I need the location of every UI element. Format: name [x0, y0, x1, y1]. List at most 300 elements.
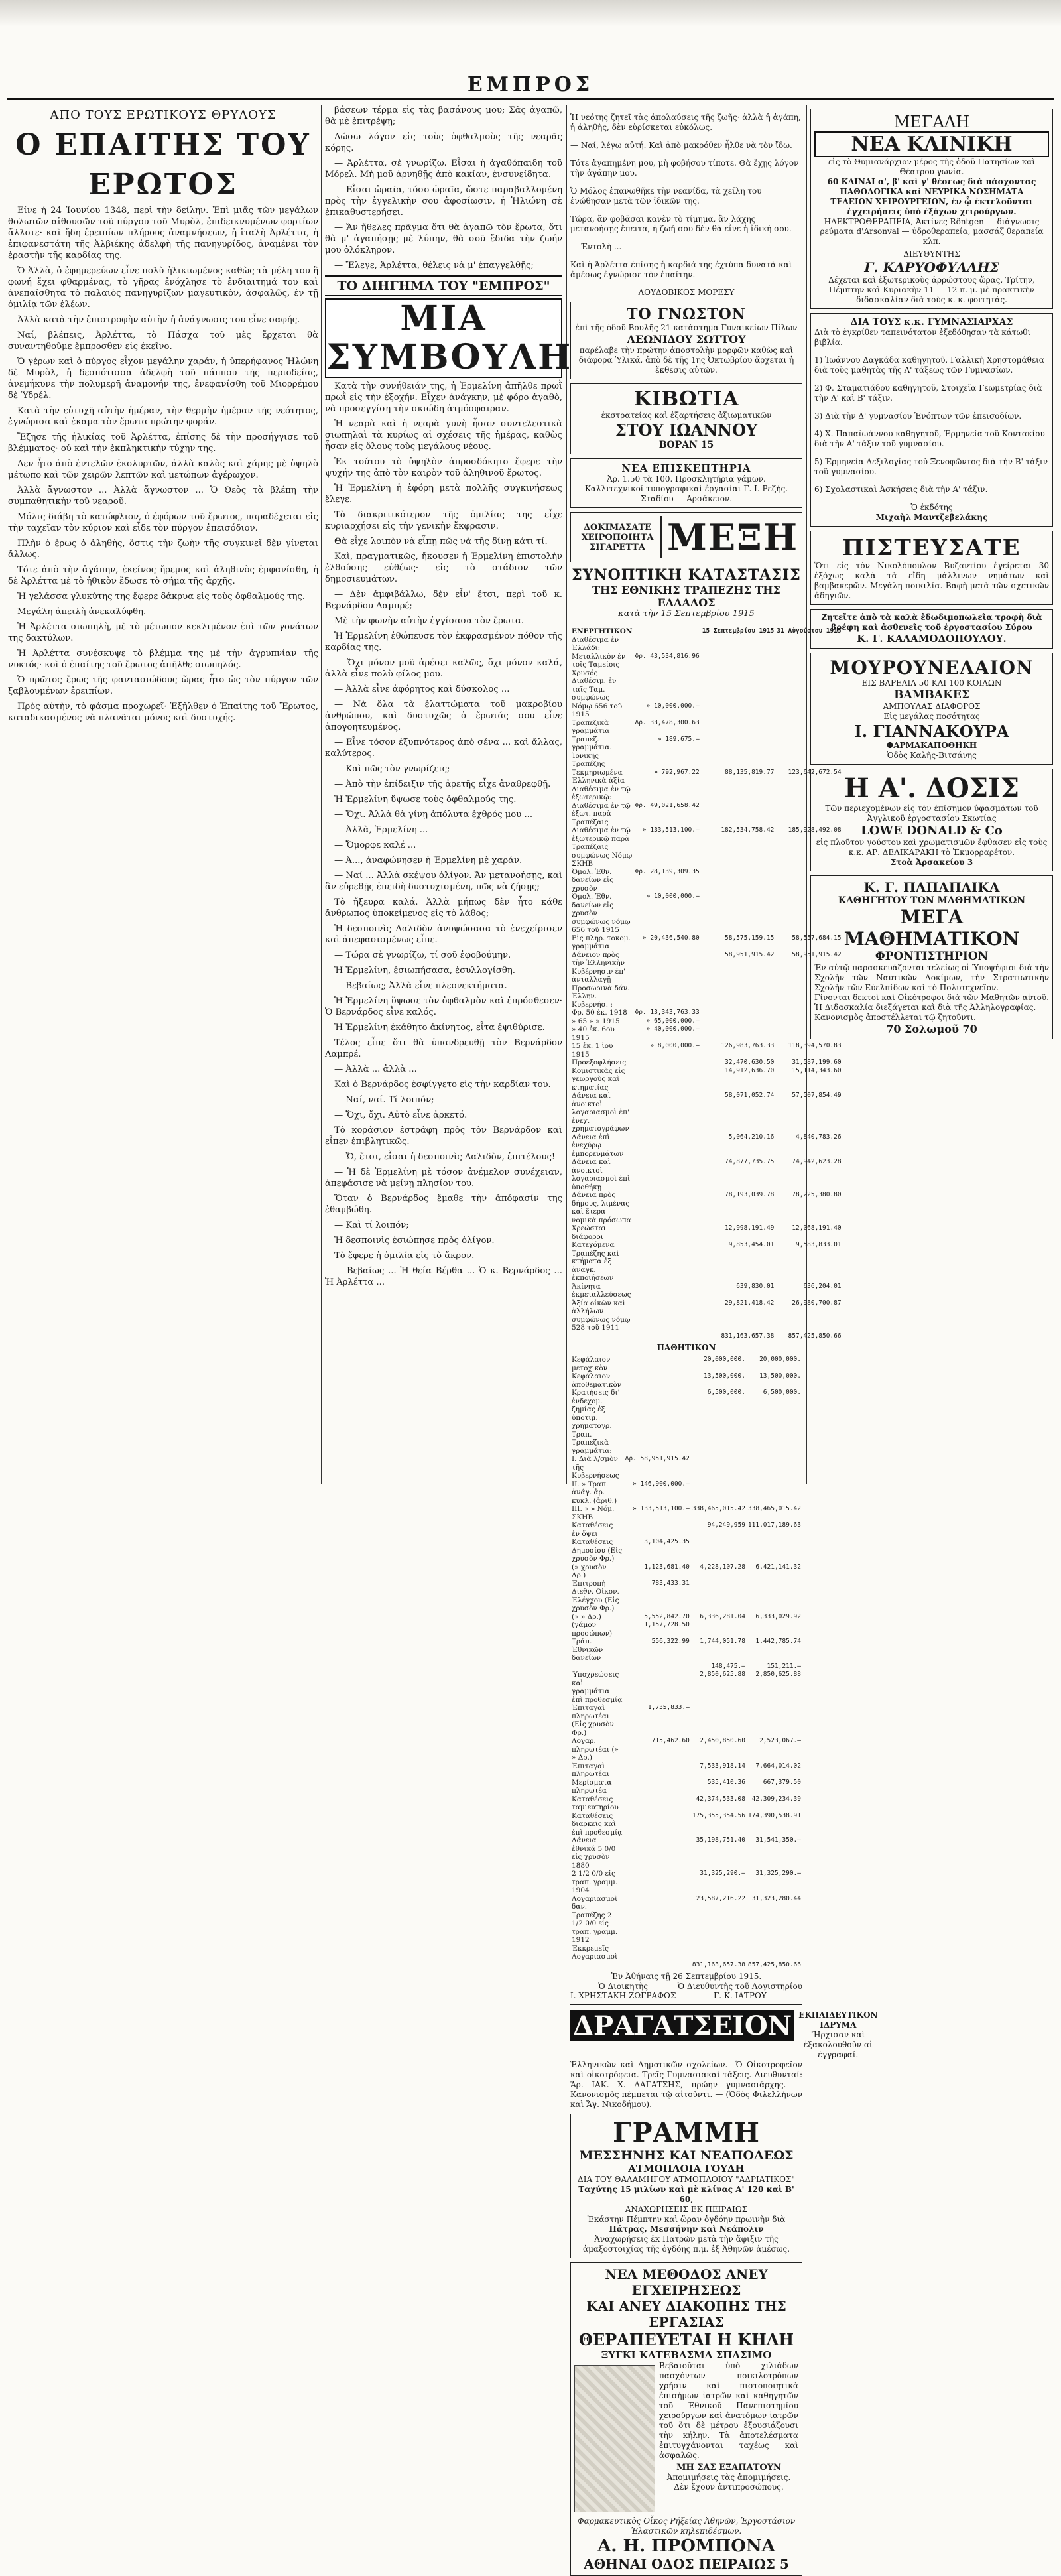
ledger-row: [570, 1224, 843, 1241]
ledger-row: [570, 1961, 802, 1970]
ledger-label: Κεφάλαιον ἀποθεματικὸν: [572, 1372, 622, 1389]
paragraph: — Ὅχι. Ἀλλὰ θὰ γίνῃ ἀπόλυτα ἐχθρός μου ...: [334, 810, 533, 820]
ad-title: ΤΟ ΓΝΩΣΤΟΝ: [627, 306, 746, 323]
ledger-value: [747, 1439, 802, 1455]
paragraph: — Βεβαίως; Ἀλλὰ εἶνε πλεονεκτήματα.: [334, 981, 507, 991]
paragraph: Δεν ἦτο ἀπὸ ἐντελῶν ἐκολυρτῶν, ἀλλὰ καλὸς καὶ χάρης μὲ ὑψηλὸ μέτωπο καὶ τῶν χειρῶν λεπτῶν καὶ μετώπων ἀγέρωχον.: [8, 459, 318, 480]
ledger-label: Δάνεια καὶ ἀνοικτοὶ λογαριασμοὶ ἐπ' ἐνεχ. χρηματογράφων: [572, 1092, 629, 1133]
ledger-value: 182,534,758.42: [721, 826, 775, 834]
ad-line: Ἀναχωρήσεις ἐκ Πατρῶν μετὰ τὴν ἄφιξιν τῆς ἀμαξοστοιχίας τῆς ὀγδόης π.μ. ἐξ Ἀθηνῶν ἀμέσως.: [582, 2234, 790, 2254]
paragraph: Ἡ Ἑρμελίνη, ἐσιωπήσασα, ἐσυλλογίσθη.: [334, 966, 515, 976]
ledger-value: [701, 702, 776, 719]
ledger-value: 338,465,015.42: [692, 1505, 745, 1512]
ledger-label: » 65 » » 1915: [572, 1017, 620, 1025]
ad-clinic: [810, 109, 1053, 309]
ad-line: Ὁ ἐκδότης: [910, 503, 953, 512]
ledger-value: 6,421,141.32: [755, 1563, 801, 1571]
ledger-label: ΙΙ. » Τραπ. ἀνάγ. ἀρ. κυκλ. (ἀριθ.): [572, 1480, 617, 1505]
ledger-value: » 133,513,100.—: [642, 826, 700, 834]
ad-line: Φαρμακευτικὸς Οἶκος Ρήξείας Ἀθηνῶν, Ἐργοστάσιον Ἐλαστικῶν κηλεπιδέσμων.: [577, 2516, 796, 2536]
ledger-value: 31,587,199.60: [792, 1059, 842, 1066]
paragraph: — Ναί, ναί. Τί λοιπόν;: [334, 1095, 434, 1105]
ledger-row: [570, 1025, 843, 1042]
ledger-value: [633, 1067, 700, 1092]
ledger-value: 831,163,657.38: [692, 1961, 745, 1968]
ledger-label: Μεταλλικὸν ἐν τοῖς Ταμείοις: [572, 652, 626, 669]
ledger-value: 1,744,051.78: [700, 1638, 745, 1645]
ad-body: Ἐν αὐτῷ παρασκευάζονται τελείως οἱ Ὑποψήφιοι διὰ τὴν Σχολὴν τῶν Ναυτικῶν Δοκίμων, τὴν Στρατιωτικὴν Σχολὴν τῶν Εὐελπίδων καὶ τὸ Πολυτεχνεῖον.: [814, 963, 1049, 992]
ledger-label: Τεκμηριωμένα Ἑλληνικὰ ἀξία: [572, 768, 625, 785]
ledger-value: [747, 1480, 802, 1506]
ledger-value: [633, 669, 700, 702]
signature-right: [678, 1982, 802, 2000]
list-item: 5) Ἑρμηνεία Λεξιλογίας τοῦ Ξενοφῶντος διὰ τὴν Β' τάξιν τοῦ γυμνασίου.: [814, 457, 1048, 476]
ad-body: Βεβαιοῦται ὑπὸ χιλιάδων πασχόντων ποικιλοτρόπων χρήσιν καὶ πιστοποιητικὰ ἐπισήμων ἰατρῶν καὶ καθηγητῶν τοῦ Ἐθνικοῦ Πανεπιστημίου χειρούργων καὶ ἀνατόμων ἰατρῶν τοῦ ὅτι δὲ μέτρου ἐξουσιάζουσι τὴν κήλην. Τὰ ἀποτελέσματα ἐπιτυγχάνονται ταχέως καὶ ἀσφαλῶς.: [659, 2361, 798, 2460]
ledger-row: [570, 1836, 802, 1870]
ad-gym: [810, 313, 1053, 527]
ledger-value: [633, 1332, 700, 1341]
ledger-value: [633, 636, 700, 653]
liabilities-table: [570, 1356, 802, 1969]
ledger-value: [701, 669, 776, 702]
paragraph: Καὶ, πραγματικῶς, ἤκουσεν ἡ Ἑρμελίνη ἐπιστολὴν ἐλθούσης εὐθέως· εἰς τὸ στάδιον τῶν δημοσιευμάτων.: [325, 552, 562, 584]
list-item: 6) Σχολαστικαὶ Ἀσκήσεις διὰ τὴν Α' τάξιν.: [814, 485, 988, 494]
column-rule: [566, 105, 567, 1484]
ledger-row: [570, 1059, 843, 1067]
paragraph: — Ἀλλὰ εἶνε ἀφόρητος καὶ δύσκολος ...: [334, 684, 510, 694]
paragraph: Κατὰ τὴν συνήθειάν της, ἡ Ἑρμελίνη ἀπῆλθε πρωῒ πρωῒ εἰς τὴν ἐξοχήν. Εἶχεν ἀνάγκην, μὲ φόρο ἀγαθὸ, νὰ προσεγγίσῃ τὴν σκιώδη ἀτμόσφαιραν.: [325, 381, 562, 414]
ad-kili-text: [659, 2361, 798, 2516]
ledger-value: [624, 1439, 691, 1455]
ledger-value: » 10,000,000.—: [646, 702, 700, 710]
ledger-value: 57,507,854.49: [792, 1092, 842, 1099]
ad-line: Ἀρ. 1.50 τὰ 100. Προσκλητήρια γάμων.: [607, 474, 766, 483]
ledger-value: [747, 1621, 802, 1638]
ledger-label: Διαθέσιμα ἐν τῷ ἐξωτερικῷ:: [572, 785, 631, 801]
ledger-row: [570, 1870, 802, 1895]
bank-report: [570, 566, 842, 2000]
paragraph: βάσεων τέρμα εἰς τὰς βασάνους μου; Σᾶς ἀγαπῶ, θὰ μὲ ἐπιτρέψῃ;: [325, 105, 562, 127]
ledger-value: Φρ. 28,139,309.35: [635, 868, 700, 875]
report-title: ΣΥΝΟΠΤΙΚΗ ΚΑΤΑΣΤΑΣΙΣ: [572, 566, 801, 584]
ledger-value: [624, 1762, 691, 1779]
ledger-label: Δάνεια καὶ ἀνοικτοὶ λογαριασμοὶ ἐπὶ ὑποθήκῃ: [572, 1158, 631, 1191]
ledger-value: 58,951,915.42: [792, 950, 842, 958]
ledger-value: [633, 1224, 700, 1241]
ledger-value: 23,587,216.22: [696, 1894, 745, 1902]
ledger-value: [691, 1945, 747, 1961]
ledger-value: 126,983,763.33: [721, 1042, 775, 1049]
ledger-value: [747, 1580, 802, 1613]
ledger-value: [701, 736, 776, 769]
ledger-value: [701, 868, 776, 893]
ledger-row: [570, 1042, 843, 1059]
paragraph: Τότε ἀγαπημένη μου, μὴ φοβήσου τίποτε. Θὰ ἔχῃς λόγον τὴν ἀγάπην μου.: [570, 159, 799, 178]
list-item: 4) Χ. Παπαϊωάννου καθηγητοῦ, Ἑρμηνεία τοῦ Κοντακίου διὰ τὴν Α' τάξιν τοῦ γυμνασίου.: [814, 429, 1045, 448]
ledger-value: 31,325,290.—: [700, 1870, 745, 1877]
ledger-label: Κρατήσεις δι' ἐνδεχομ. ζημίας ἐξ ὑποτιμ. χρηματογρ. Τραπ.: [572, 1389, 620, 1439]
ledger-label: Τράπ. Ἐθνικῶν δανείων: [572, 1638, 603, 1662]
paragraph: — Ὅχι, ὄχι. Αὐτὸ εἶνε ἀρκετό.: [334, 1110, 468, 1120]
ledger-label: Καταθέσεις Δημοσίου (Εἰς χρυσὸν Φρ.): [572, 1538, 623, 1563]
ledger-value: [747, 1945, 802, 1961]
ad-papapaika: [810, 875, 1053, 1039]
ledger-row: [570, 1092, 843, 1133]
ledger-value: 12,068,191.40: [792, 1224, 842, 1232]
paragraph: — Δὲν ἀμφιβάλλω, δὲν εἶν' ἔτσι, περὶ τοῦ κ. Βερνάρδου Δαμπρέ;: [325, 590, 562, 611]
ledger-label: ΙΙΙ. » » Νόμ. ΣΚΗΒ: [572, 1505, 615, 1521]
ad-line: ΘΕΡΑΠΕΥΕΤΑΙ Η ΚΗΛΗ: [578, 2330, 794, 2349]
ledger-value: » 792,967.22: [654, 768, 700, 776]
ledger-row: [570, 1895, 802, 1945]
ad-line: Ταχύτης 15 μιλίων καὶ μὲ κλίνας Α' 120 καὶ Β' 60,: [578, 2185, 794, 2204]
ledger-row: [570, 653, 843, 669]
ledger-value: [624, 1895, 691, 1945]
ledger-value: 2,850,625.88: [755, 1671, 801, 1678]
ledger-value: [624, 1795, 691, 1812]
ledger-value: 29,821,418.42: [725, 1299, 775, 1307]
ledger-value: 639,830.01: [736, 1282, 775, 1290]
paragraph: Ἡ Ἑρμελίνη ἡ ἐφόρη μετὰ πολλῆς συγκινήσεως ἔλεγε.: [325, 483, 562, 505]
ad-title: ΜΟΥΡΟΥΝΕΛΑΙΟΝ: [830, 657, 1034, 678]
ad-mourounelaion: [810, 653, 1053, 765]
ad-line: ΛΕΩΝΙΔΟΥ ΣΩΤΤΟΥ: [627, 333, 746, 346]
column-3: [570, 105, 878, 2572]
paragraph: — Καὶ τί λοιπόν;: [334, 1220, 409, 1230]
ad-line: ΧΕΙΡΟΠΟΙΗΤΑ: [581, 532, 654, 543]
ledger-value: » 65,000,000.—: [646, 1017, 700, 1025]
ledger-row: [570, 1580, 802, 1613]
ledger-col-head: [633, 627, 700, 636]
paragraph: Ὁ Μόλος ἐπανωθῆκε τὴν νεανίδα, τὰ χείλη του ἐνώθησαν μετὰ τῶν ἰδικῶν της.: [570, 186, 762, 206]
ledger-label: Ἀκίνητα ἐκμεταλλεύσεως: [572, 1282, 631, 1299]
ledger-row: [570, 1455, 802, 1480]
ledger-row: [570, 736, 843, 769]
paragraph: — Ἀλλὰ ... ἀλλὰ ...: [334, 1064, 417, 1074]
ledger-value: 88,135,819.77: [725, 768, 775, 776]
ad-line: Ἤρχισαν καὶ ἐξακολουθοῦν αἱ ἐγγραφαί.: [804, 2030, 873, 2059]
ledger-value: 5,552,842.70: [644, 1612, 690, 1620]
ledger-value: 783,433.31: [651, 1579, 690, 1587]
ledger-value: 58,951,915.42: [725, 950, 775, 958]
article-title: Ο ΕΠΑΙΤΗΣ ΤΟΥ ΕΡΩΤΟΣ: [15, 128, 311, 202]
ledger-label: (» » Δρ.): [572, 1612, 601, 1621]
paragraph: Ἡ νεότης ζητεῖ τὰς ἀπολαύσεις τῆς ζωῆς· ἀλλὰ ἡ ἀγάπη, ἡ ἀληθὴς, δὲν εὑρίσκεται εὐκόλως.: [570, 113, 801, 132]
ledger-label: Εἰς πληρ. τοκομ. γραμμάτια: [572, 934, 631, 950]
masthead-rule: [7, 98, 1054, 100]
list-item: 2) Φ. Σταματιάδου καθηγητοῦ, Στοιχεῖα Γεωμετρίας διὰ τὴν Α' καὶ Β' τάξιν.: [814, 383, 1042, 403]
ledger-label: Χρυσός Διαθέσιμ. ἐν ταῖς Ταμ. συμφώνως: [572, 669, 617, 702]
ad-brand: ΔΡΑΓΑΤΣΕΙΟΝ: [570, 2010, 794, 2041]
paragraph: Ὁ Ἀλλὰ, ὁ ἐφημερεύων εἶνε πολὺ ἡλικιωμένος καθὼς τὰ μέλη του ἢ φωνή ἔχει φθαρμένας, τὸ γῆρας ἐνόχλησε τὸ ἐνδιαιτημά του καὶ ἀνεπαίσθητα τὸ παλαιὸς πανηγυρίζων μαγευτικὸν, ἀσφαλῶς, ἐν τῇ ὁμιλίᾳ τῶν ἐλέων.: [8, 266, 318, 310]
ledger-row: [570, 1812, 802, 1837]
ad-dosis: [810, 769, 1053, 871]
paragraph: Ἔζησε τῆς ἡλικίας τοῦ Ἀρλέττα, ἐπίσης δὲ τὴν προσήγγισε τοῦ βλέμματος· οὐ καὶ τὴν ἐκπληκτικὴν τύχην της.: [8, 432, 318, 454]
ad-addr: Ὁδὸς Καλῆς-Βιτσάνης: [887, 751, 977, 760]
ledger-value: 58,557,684.15: [792, 934, 842, 942]
ad-line: Ἑκάστην Πέμπτην καὶ ὥραν ὀγδόην πρωινὴν διὰ: [587, 2215, 786, 2224]
ad-line: Καλλιτεχνικοί τυπογραφικαὶ ἐργασίαι Γ. Ι. Ρεζής. Σταδίου — Ἀρσάκειον.: [584, 484, 788, 503]
ledger-value: 1,735,833.—: [647, 1704, 690, 1711]
ledger-value: 31,323,280.44: [751, 1894, 801, 1902]
paragraph: Ἡ Ἑρμελίνη ἐκάθητο ἀκίνητος, εἶτα ἐψιθύρισε.: [334, 1023, 545, 1033]
ad-title: ΝΕΑ ΕΠΙΣΚΕΠΤΗΡΙΑ: [621, 462, 751, 474]
ledger-value: [624, 1812, 691, 1837]
ledger-value: 1,157,728.50: [644, 1621, 690, 1628]
masthead: ΕΜΠΡΟΣ: [467, 73, 594, 96]
ad-body: Ἑλληνικῶν καὶ Δημοτικῶν σχολείων.—Ὁ Οἰκοτροφεῖον καὶ οἰκοτρόφεια. Τρεῖς Γυμνασιακαὶ τάξεις. Διευθυνταί: Ἄρ. ΙΑΚ. Χ. ΔΑΓΑΤΣΗΣ, πρώην γυμνασιάρχης. — Κανονισμὸς πέμπεται τῷ αἰτοῦντι. — (Ὁδὸς Φιλελλήνων καὶ Ἄγ. Νικοδήμου).: [570, 2060, 802, 2109]
ledger-value: [747, 1455, 802, 1480]
paragraph: — Ναί, λέγω αὐτή. Καὶ ἀπὸ μακρόθεν ἦλθε νὰ τὸν ἴδω.: [570, 141, 792, 150]
ledger-value: 831,163,657.38: [721, 1332, 775, 1340]
ad-line: Εἰς μεγάλας ποσότητας: [883, 712, 980, 721]
ledger-row: [570, 1389, 802, 1439]
ledger-value: 148,475.—: [711, 1662, 745, 1670]
ledger-row: [570, 1241, 843, 1283]
feuilleton-head: ΤΟ ΔΙΗΓΗΜΑ ΤΟΥ "ΕΜΠΡΟΣ": [325, 275, 562, 296]
paragraph: — Ἀρλέττα, σὲ γνωρίζω. Εἶσαι ἡ ἀγαθόπαιδη τοῦ Μόρελ. Μὴ μοῦ ἀρνηθῇς ἀπὸ κακίαν, ἐνσυνείδητα.: [325, 159, 562, 180]
ledger-value: [633, 984, 700, 1009]
ledger-label: Διαθέσιμα ἐν τῷ ἐξωτερικῷ παρὰ Τραπέζαις συμφώνως Νόμῳ ΣΚΗΒ: [572, 826, 633, 868]
ad-pisteusate: [810, 531, 1053, 605]
ledger-label: Ὁμολ. Ἐθν. δανείων εἰς χρυσὸν: [572, 868, 614, 893]
sig-name: Ι. ΧΡΗΣΤΑΚΗ ΖΩΓΡΑΦΟΣ: [570, 1991, 676, 2000]
ledger-value: 78,225,380.80: [792, 1191, 842, 1198]
ledger-value: [633, 1241, 700, 1283]
ledger-value: 185,928,492.08: [788, 826, 842, 834]
ledger-row: [570, 1372, 802, 1389]
ad-title: ΝΕΑ ΚΛΙΝΙΚΗ: [814, 131, 1049, 157]
scan-edge: [0, 0, 1061, 27]
ad-title: Η Α'. ΔΟΣΙΣ: [843, 773, 1019, 804]
ledger-row: [570, 1638, 802, 1663]
paragraph: Θὰ εἶχε λοιπὸν νὰ εἶπῃ πῶς νὰ τῆς δίνῃ κάτι τί.: [334, 537, 548, 547]
ledger-value: 31,541,350.—: [755, 1836, 801, 1844]
ledger-value: [691, 1704, 747, 1737]
ledger-value: 556,322.99: [651, 1638, 690, 1645]
ledger-value: 78,193,039.78: [725, 1191, 775, 1198]
paragraph: — Εἶσαι ὡραῖα, τόσο ὡραῖα, ὥστε παραβαλλομένη πρὸς τὴν ἐγγελικὴν σου ἀφοσίωσιν, ἡ Ἡλιώνη σὲ ἐπικαθυστερήσει.: [325, 185, 562, 218]
ledger-label: [570, 1663, 624, 1671]
ledger-label: » 40 ἐκ. 6ου 1915: [572, 1025, 615, 1042]
sig-role: Ὁ Διοικητὴς: [598, 1982, 649, 1991]
ad-grammi: [570, 2114, 802, 2258]
ad-nea: [570, 458, 802, 508]
ad-line: ΑΤΜΟΠΛΟΙΑ ΓΟΥΔΗ: [628, 2163, 745, 2175]
ledger-value: [633, 785, 700, 802]
ledger-value: 6,500,000.: [763, 1389, 801, 1396]
ledger-value: 111,017,189.63: [747, 1521, 801, 1529]
ledger-value: 58,071,052.74: [725, 1092, 775, 1099]
ad-body: Ζητεῖτε ἀπὸ τὰ καλὰ ἐδωδιμοπωλεῖα τροφὴ διὰ βρέφη καὶ ἀσθενεῖς τοῦ ἐργοστασίου Σύρου: [821, 613, 1042, 632]
ledger-value: [691, 1538, 747, 1563]
illustration-image: [574, 2365, 655, 2512]
ledger-value: [747, 1704, 802, 1737]
article-continuation: [325, 105, 562, 271]
paragraph: Ἡ δεσποινὶς ἐσιώπησε πρὸς ὀλίγον.: [334, 1236, 495, 1246]
ledger-value: 636,204.01: [803, 1282, 842, 1290]
list-item: 1) Ἰωάννου Δαγκάδα καθηγητοῦ, Γαλλικὴ Χρηστομάθεια διὰ τοὺς μαθητὰς τῆς Α' τάξεως τῶν Γυμνασίων.: [814, 355, 1044, 375]
ledger-value: [701, 1009, 776, 1017]
paragraph: — Ἡ δὲ Ἑρμελίνη μὲ τόσον ἀνέμελον συνέχειαν, ἀπεφάσισε νὰ μείνῃ πλησίον του.: [325, 1167, 562, 1189]
paragraph: Ὁ γέρων καὶ ὁ πύργος εἶχον μεγάλην χαράν, ἡ ὑπερήφανος Ἡλώνη δὲ Μυρὸλ, ἡ δεσπότισσα ἀδελφὴ τοῦ πάππου τῆς περιοδείας, ἀνεμήκυνε τὴν πολυμερῆ ἀναμονήν της, ἐνεφανίσθη τοῦ Μιορρέμου δὲ Ὑδρέλ.: [8, 357, 318, 401]
ledger-col-head: 15 Σεπτεμβρίου 1915: [702, 627, 775, 635]
ledger-value: 3,104,425.35: [644, 1538, 690, 1545]
paragraph: — Βεβαίως ... Ἡ θεία Βέρθα ... Ὁ κ. Βερνάρδος ... Ἡ Ἀρλέττα ...: [325, 1266, 562, 1287]
ad-line: εἰς τὸ Θυμιανάρχιον μέρος τῆς ὁδοῦ Πατησίων καὶ Θέατρου γωνία.: [828, 157, 1036, 176]
ad-brand: Κ. Γ. ΚΑΛΑΜΟΔΟΠΟΥΛΟΥ.: [857, 633, 1007, 645]
ad-line: Πάτρας, Μεσσήνην καὶ Νεάπολιν: [609, 2224, 764, 2234]
paragraph: Ἀλλὰ ἄγνωστον ... Ἀλλὰ ἄγνωστον ... Ὁ Θεὸς τὰ βλέπη τὴν συμπαθητικὴν τοῦ νεαροῦ.: [8, 485, 318, 507]
ledger-value: [633, 1158, 700, 1191]
ledger-value: 20,000,000.: [704, 1356, 745, 1363]
ledger-label: (γάμον προσώπων): [572, 1621, 613, 1638]
ledger-row: [570, 1671, 802, 1704]
ad-line: ΚΑΙ ΑΝΕΥ ΔΙΑΚΟΠΗΣ ΤΗΣ ΕΡΓΑΣΙΑΣ: [586, 2298, 786, 2330]
paragraph: Δώσω λόγον εἰς τοὺς ὀφθαλμοὺς τῆς νεαρᾶς κόρης.: [325, 132, 562, 153]
ad-line: Διὰ τὸ ἐγκρίθεν ταπεινότατον ἐξεδόθησαν τὰ κάτωθι βιβλία.: [814, 328, 1031, 347]
ledger-value: [624, 1663, 691, 1671]
ledger-label: Δάνεια ἐθνικά 5 0/0 εἰς χρυσὸν 1880: [572, 1836, 616, 1870]
gym-list: [814, 355, 1049, 495]
ledger-value: 58,575,159.15: [725, 934, 775, 942]
ad-line: ΜΗ ΣΑΣ ΕΞΑΠΑΤΟΥΝ: [676, 2463, 781, 2473]
ledger-label: Λογαρ. πληρωτέαι (» » Δρ.): [572, 1737, 619, 1762]
ledger-value: [691, 1439, 747, 1455]
ledger-label: Δάνειον πρὸς τὴν Ἑλληνικὴν Κυβέρνησιν ἐπ' ἀνταλλαγῇ: [572, 950, 626, 984]
ad-addr: Στοὰ Ἀρσακείου 3: [890, 858, 973, 867]
paragraph: Ἡ Ἀρλέττα συνέσκυψε τὸ βλέμμα της μὲ τὴν ἀγρυπνίαν τῆς νυκτός· κοὶ ὁ ἐπαίτης τοῦ ἔρωτος ἀπῆλθε σιωπηλός.: [8, 649, 318, 670]
ad-title: ΜΑΘΗΜΑΤΙΚΟΝ: [843, 928, 1020, 950]
ledger-label: Διαθέσιμα ἐν τῷ ἐξωτ. παρὰ Τραπέζαις: [572, 801, 631, 826]
ads-row: [570, 105, 802, 298]
ad-brand: ΜΕΞΗ: [660, 516, 798, 558]
column-1: [8, 105, 318, 1484]
ad-body: Ὅτι εἰς τὸν Νικολόπουλον Βυζαντίου ἐγείρεται 30 ἐξόχως καλὰ τὰ εἴδη μάλλινων νημάτων καὶ βαμβακερῶν. Μεγάλη ποικιλία. Βαφὴ μετὰ τῶν σχετικῶν ἀδηγιῶν.: [814, 561, 1049, 600]
ledger-label: [570, 1332, 633, 1341]
ledger-label: Λογαριασμοὶ δαν. Τραπέζης 2 1/2 0/0 εἰς τραπ. γραμμ. 1912: [572, 1894, 618, 1944]
ledger-row: [570, 702, 843, 719]
ledger-row: [570, 1762, 802, 1779]
ledger-value: [701, 636, 776, 653]
ledger-value: 1,123,681.40: [644, 1563, 690, 1571]
ledger-value: 535,410.36: [707, 1778, 745, 1786]
ledger-value: » 10,000,000.—: [646, 893, 700, 900]
paragraph: — Καὶ πῶς τὸν γνωρίζεις;: [334, 764, 450, 774]
paragraph: — Τώρα σὲ γνωρίζω, τί σοῦ ἐφοβούμην.: [334, 950, 511, 960]
ledger-row: [570, 1009, 843, 1017]
paragraph: Μόλις διάβη τὸ κατώφλιον, ὁ ἐφόρων τοῦ ἔρωτος, παραδέχεται εἰς τὴν ταχεῖαν τὸν κύριον καὶ εἶδε τὸν πύργον ἐπεισόδιον.: [8, 512, 318, 533]
ledger-row: [570, 1133, 843, 1159]
paragraph: — Ἐντολὴ ...: [570, 242, 622, 251]
ledger-value: [691, 1455, 747, 1480]
ledger-label: Νόμῳ 656 τοῦ 1915: [572, 702, 623, 718]
list-item: 3) Διὰ τὴν Δ' γυμνασίου Ἐνόπτων τῶν ἐπεισοδίων.: [814, 411, 1022, 420]
ad-line: Γ. ΚΑΡΥΟΦΥΛΛΗΣ: [864, 259, 999, 275]
ledger-value: 42,309,234.39: [751, 1795, 801, 1803]
ad-line: ΔΟΚΙΜΑΣΑΤΕ: [583, 522, 652, 533]
ad-title: ΚΑΘΗΓΗΤΟΥ ΤΩΝ ΜΑΘΗΜΑΤΙΚΩΝ: [838, 895, 1026, 906]
ad-body: εἰς πλοῦτον γούστου καὶ χρωματισμῶν ἔφθασεν εἰς τοὺς κ.κ. ΑΡ. ΔΕΛΙΚΑΡΑΚΗ τὸ Ἐκμορραρέτον.: [816, 838, 1048, 857]
section-head: ΑΠΟ ΤΟΥΣ ΕΡΩΤΙΚΟΥΣ ΘΡΥΛΟΥΣ: [8, 105, 318, 125]
paragraph: Ἐκ τούτου τὸ ὑψηλὸν ἀπροσδόκητο ἔφερε τὴν ψυχήν της ἀπὸ τὸν καιρὸν τοῦ ἀληθινοῦ ἔρωτος.: [325, 457, 562, 478]
ledger-row: [570, 636, 843, 653]
side-text: [570, 105, 802, 298]
signature: ΛΟΥΔΟΒΙΚΟΣ ΜΟΡΕΣΥ: [638, 288, 735, 297]
ad-brand: Ι. ΓΙΑΝΝΑΚΟΥΡΑ: [854, 722, 1009, 741]
paragraph: Καὶ ὁ Βερνάρδος ἐσφίγγετο εἰς τὴν καρδίαν του.: [334, 1080, 551, 1090]
ledger-value: [701, 719, 776, 736]
paragraph: Ἡ Ἀρλέττα σιωπηλὴ, μὲ τὸ μέτωπον κεκλιμένον ἐπὶ τῶν γονάτων της δακτύλων.: [8, 622, 318, 643]
ledger-value: [624, 1372, 691, 1389]
ledger-value: [633, 1299, 700, 1332]
ledger-value: 7,664,014.02: [755, 1762, 801, 1770]
paragraph: Τὸ ἤξευρα καλά. Ἀλλὰ μήπως δὲν ἦτο κάθε ἄνθρωπος ὑποκείμενος εἰς τὸ λάθος;: [325, 897, 562, 919]
ledger-label: Ὁμολ. Ἐθν. δανείων εἰς χρυσὸν συμφώνως νόμῳ 656 τοῦ 1915: [572, 893, 631, 934]
ledger-label: Κομιστικὰς εἰς γεωργοὺς καὶ κτηματίας: [572, 1066, 625, 1092]
ledger-label: Τραπεζ. γραμμάτια. Ἰονικῆς Τραπέζης: [572, 735, 612, 768]
ad-title: ΓΡΑΜΜΗ: [613, 2117, 760, 2148]
ledger-value: Φρ. 13,343,763.33: [635, 1009, 700, 1016]
assets-table: [570, 627, 843, 1340]
ad-body: Κανονισμὸς ἀποστέλλεται τῷ ζητοῦντι.: [814, 1013, 976, 1022]
ledger-value: 175,355,354.56: [692, 1811, 745, 1819]
ledger-row: [570, 1067, 843, 1092]
ledger-value: [701, 785, 776, 802]
ledger-label: Καταθέσεις διαρκεῖς καὶ ἐπὶ προθεσμίᾳ: [572, 1811, 623, 1836]
ledger-label: Κατεχόμενα Τραπέζης καὶ κτήματα ἐξ ἀναγκ. ἐκποιήσεων: [572, 1241, 619, 1282]
ledger-row: [570, 951, 843, 984]
ad-line: ΒΑΜΒΑΚΕΣ: [894, 688, 969, 702]
paragraph: Ἡ Ἑρμελίνη ἐθώπευσε τὸν ἐκφρασμένον πόθον τῆς καρδίας της.: [325, 631, 562, 653]
ledger-value: 26,980,700.87: [792, 1299, 842, 1307]
ad-body: Τῶν περιεχομένων εἰς τὸν ἐπίσημον ὑφασμάτων τοῦ Ἀγγλικοῦ ἐργοστασίου Σκωτίας: [825, 804, 1038, 823]
ledger-value: [624, 1521, 691, 1538]
ledger-label: Ἐπιταγαὶ πληρωτέαι (Εἰς χρυσὸν Φρ.): [572, 1704, 614, 1737]
ledger-value: 13,500,000.: [759, 1372, 801, 1380]
paragraph: Μεγάλη ἀπειλὴ ἀνεκαλύφθη.: [17, 607, 147, 617]
ad-dragatseion: [570, 2010, 878, 2060]
ledger-value: » 40,000,000.—: [646, 1025, 700, 1033]
paragraph: Τότε ἀπὸ τὴν ἀγάπην, ἐκείνος ἤρεμος καὶ ἀληθινὸς ἐμφανίσθη, ἡ δὲ Ἀρλέττα μὲ τὸ ἡθικὸν ἔδωσε τὸ σήμα τῆς ἀρχῆς.: [8, 565, 318, 586]
ledger-label: Καταθέσεις ταμιευτηρίου: [572, 1795, 619, 1811]
ad-title: ΜΕΓΑ: [901, 906, 963, 928]
paragraph: — Ναί ... Ἀλλὰ σκέψου ὀλίγον. Ἄν μετανοήσῃς, καὶ ἂν εὑρεθῇς ἐπειδὴ δυστυχισμένη, πῶς νὰ ζήσῃς;: [325, 871, 562, 892]
ad-store: ΣΤΟΥ ΙΩΑΝΝΟΥ: [615, 420, 758, 440]
ad-line: ΝΕΑ ΜΕΘΟΔΟΣ ΑΝΕΥ ΕΓΧΕΙΡΗΣΕΩΣ: [605, 2266, 768, 2298]
ledger-value: [624, 1945, 691, 1961]
divider: [570, 2004, 802, 2006]
ad-title: ΕΚΠΑΙΔΕΥΤΙΚΟΝ ΙΔΡΥΜΑ: [798, 2010, 878, 2029]
ledger-label: Ἐκκρεμεῖς Λογαριασμοὶ: [572, 1944, 618, 1961]
ledger-value: 9,853,454.01: [728, 1241, 775, 1248]
ad-line: ΔΙΑ ΤΟΥ ΘΑΛΑΜΗΓΟΥ ΑΤΜΟΠΛΟΙΟΥ "ΑΔΡΙΑΤΙΚΟΣ": [578, 2175, 795, 2184]
paragraph: — Ἔλεγε, Ἀρλέττα, θέλεις νὰ μ' ἐπαγγελθῇς;: [334, 261, 534, 271]
ad-addr: 70 Σολωμοῦ 70: [886, 1023, 977, 1035]
ledger-row: [570, 1538, 802, 1563]
ledger-row: [570, 1621, 802, 1638]
ledger-label: Ἐπιτροπὴ Διεθν. Οἰκον. Ἐλέγχου (Εἰς χρυσὸν Φρ.): [572, 1579, 619, 1612]
ledger-row: [570, 1521, 802, 1538]
ledger-label: Ἐπιταγαὶ πληρωτέαι: [572, 1762, 610, 1778]
ad-addr: ΒΟΡΑΝ 15: [658, 440, 714, 450]
paragraph: — Εἶνε τόσον ἐξυπνότερος ἀπὸ σένα ... καὶ ἄλλας, καλύτερος.: [325, 738, 562, 759]
ledger-value: 42,374,533.08: [696, 1795, 745, 1803]
paragraph: — Ἄν ἤθελες πρᾶγμα ὅτι θὰ ἀγαπῶ τὸν ἔρωτα, ὅτι θὰ μ' ἀγαπήσῃς μὲ λύπην, θὰ σοῦ ἔδιδα τὴν ζωήν μου ὁλόκληρον.: [325, 223, 562, 255]
ledger-value: [633, 1191, 700, 1224]
ad-line: ΦΑΡΜΑΚΑΠΟΘΗΚΗ: [886, 741, 977, 750]
paragraph: — Ἀλλὰ, Ἑρμελίνη ...: [334, 825, 428, 835]
